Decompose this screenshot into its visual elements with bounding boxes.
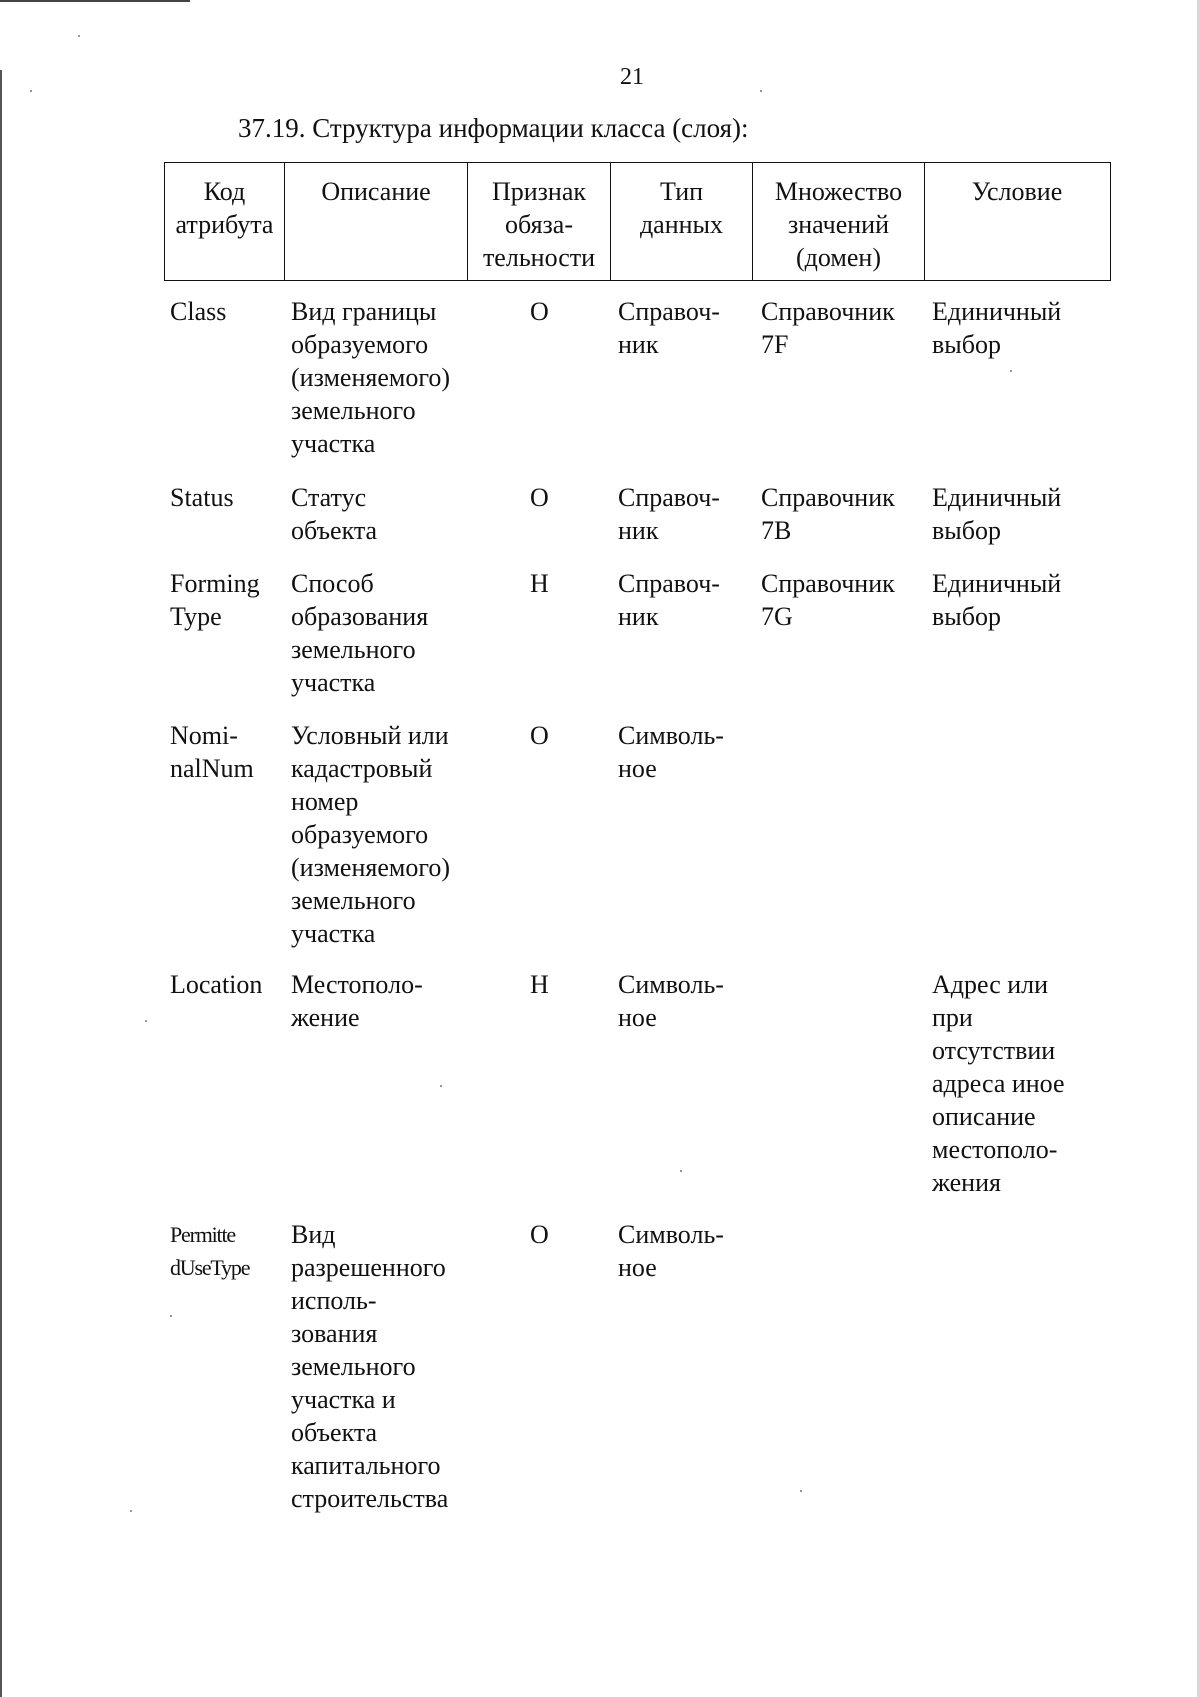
cell-domain: Справочник 7B (761, 483, 895, 545)
header-condition: Условие (971, 177, 1063, 206)
cell-domain: Справочник 7F (761, 297, 895, 359)
cell-description: Статус объекта (291, 483, 378, 545)
cell-required: О (530, 721, 549, 750)
cell-condition: Адрес или при отсутствии адреса иное описание местополо- жения (932, 970, 1065, 1197)
cell-condition: Единичный выбор (932, 483, 1062, 545)
cell-code: Permitte dUseType (170, 1222, 250, 1280)
cell-required: Н (530, 569, 549, 598)
page-number: 21 (620, 64, 644, 90)
cell-description: Вид границы образуемого (изменяемого) земельного участка (291, 297, 451, 458)
cell-required: О (530, 297, 549, 326)
section-heading: 37.19. Структура информации класса (слоя): (238, 113, 749, 143)
cell-type: Справоч- ник (618, 483, 720, 545)
table-header (164, 162, 1111, 281)
scan-speck (680, 1170, 682, 1172)
scan-speck (145, 1020, 147, 1022)
scan-speck (1010, 370, 1012, 372)
cell-description: Вид разрешенного исполь- зования земельного участка и объекта капитального строительства (291, 1220, 449, 1513)
scan-speck (760, 90, 762, 92)
cell-type: Справоч- ник (618, 297, 720, 359)
cell-description: Условный или кадастровый номер образуемого (изменяемого) земельного участка (291, 721, 451, 948)
scan-edge-left (0, 70, 2, 1697)
scan-speck (170, 1315, 172, 1317)
header-code: Код атрибута (165, 163, 285, 280)
cell-description: Способ образования земельного участка (291, 569, 429, 697)
cell-code: Status (170, 483, 234, 512)
scan-speck (130, 1510, 132, 1512)
cell-required: Н (530, 970, 549, 999)
cell-type: Символь- ное (618, 721, 724, 783)
cell-type: Символь- ное (618, 970, 724, 1032)
scan-speck (440, 1085, 442, 1087)
header-description: Описание (285, 163, 468, 280)
header-domain: Множество значений (домен) (753, 163, 925, 280)
cell-code: Class (170, 297, 227, 326)
cell-condition: Единичный выбор (932, 297, 1062, 359)
header-type: Тип данных (611, 163, 753, 280)
cell-type: Справоч- ник (618, 569, 720, 631)
cell-code: Nomi- nalNum (170, 721, 254, 783)
cell-code: Forming Type (170, 569, 260, 631)
scan-speck (800, 1490, 802, 1492)
scan-speck (78, 35, 80, 37)
cell-type: Символь- ное (618, 1220, 724, 1282)
scan-edge-top (0, 0, 190, 2)
cell-description: Местополо- жение (291, 970, 423, 1032)
cell-condition: Единичный выбор (932, 569, 1062, 631)
cell-required: О (530, 483, 549, 512)
cell-required: О (530, 1220, 549, 1249)
scan-speck (30, 90, 32, 92)
cell-domain: Справочник 7G (761, 569, 895, 631)
header-required: Признак обяза- тельности (468, 163, 611, 280)
cell-code: Location (170, 970, 263, 999)
